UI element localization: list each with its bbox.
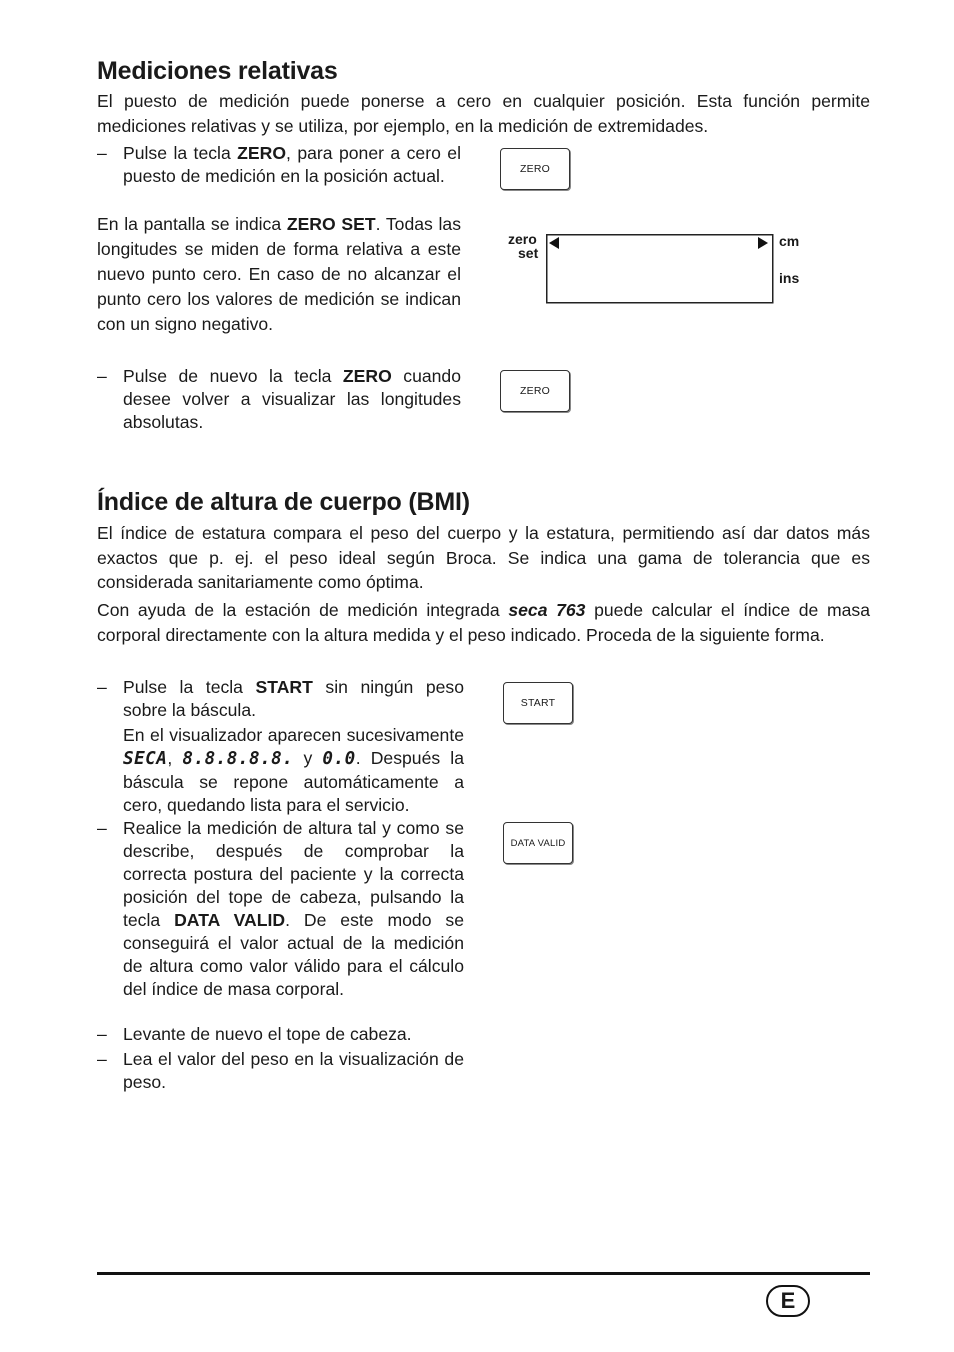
list-item-data-valid: – Realice la medición de altura tal y como se describe, después de comprobar la correcta postura del paciente y la correcta posición del tope de cabeza, pulsando la tecla DATA VALID. De este modo se conseguirá el valor actual de la medición de altura como valor válido para el cálculo del índice de masa corporal. (97, 818, 464, 999)
section-title-relative: Mediciones relativas (97, 57, 338, 85)
display-label-zero: zero (508, 231, 537, 247)
data-valid-button[interactable]: DATA VALID (503, 822, 573, 864)
list-item-zero-1: – Pulse la tecla ZERO, para poner a cero el puesto de medición en la posición actual. (97, 143, 461, 186)
list-item-start: – Pulse la tecla START sin ningún peso sobre la báscula. En el visualizador aparecen sucesivamente SECA, 8.8.8.8.8. y 0.0. Después la báscula se repone automáticamente a cero, quedando lista para el servicio. (97, 677, 464, 815)
lcd-eights: 8.8.8.8.8. (182, 749, 294, 769)
intro-bmi-1: El índice de estatura compara el peso del cuerpo y la estatura, permitiendo así dar datos más exactos que p. ej. el peso ideal según Broca. Se indica una gama de tolerancia que es considerada sanitariamente como óptima. (97, 523, 870, 592)
display-label-cm: cm (779, 233, 800, 249)
section-title-bmi: Índice de altura de cuerpo (BMI) (97, 488, 470, 516)
list-item-zero-2: – Pulse de nuevo la tecla ZERO cuando desee volver a visualizar las longitudes absolutas. (97, 366, 461, 432)
list-item-head-stop: – Levante de nuevo el tope de cabeza. (97, 1024, 412, 1044)
display-panel (546, 234, 776, 306)
display-frame (547, 235, 773, 303)
zero-button-2[interactable]: ZERO (500, 370, 570, 412)
display-label-ins: ins (779, 270, 800, 286)
language-badge: E (766, 1285, 810, 1317)
lcd-seca: SECA (123, 749, 168, 769)
footer-rule (97, 1272, 870, 1275)
zero-button[interactable]: ZERO (500, 148, 570, 190)
display-label-set: set (518, 245, 539, 261)
zero-set-paragraph: En la pantalla se indica ZERO SET. Todas las longitudes se miden de forma relativa a este nuevo punto cero. En caso de no alcanzar el punto cero los valores de medición se indican con un signo negativo. (97, 214, 461, 334)
intro-relative: El puesto de medición puede ponerse a cero en cualquier posición. Esta función permite mediciones relativas y se utiliza, por ejemplo, en la medición de extremidades. (97, 91, 870, 136)
intro-bmi-2: Con ayuda de la estación de medición integrada seca 763 puede calcular el índice de masa corporal directamente con la altura medida y el peso indicado. Proceda de la siguiente forma. (97, 600, 870, 645)
list-item-read-weight: – Lea el valor del peso en la visualización de peso. (97, 1049, 464, 1092)
start-button[interactable]: START (503, 682, 573, 724)
lcd-zero: 0.0 (322, 749, 356, 769)
